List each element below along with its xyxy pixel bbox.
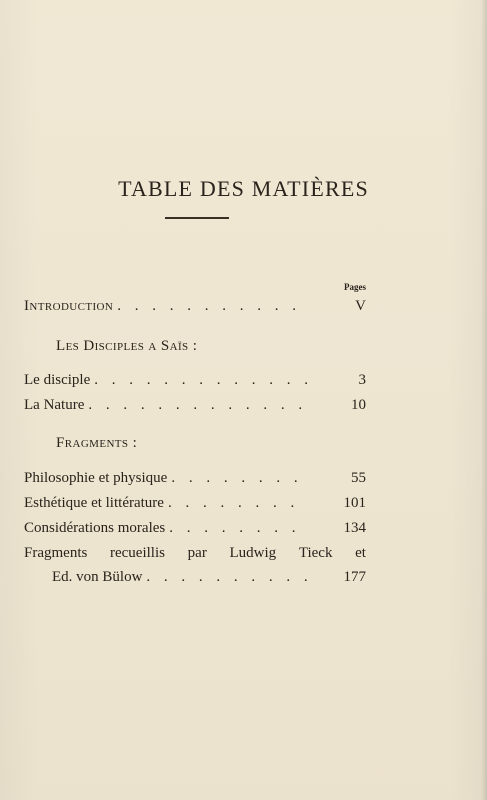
toc-entry-considerations[interactable] [24,518,366,538]
toc-entry-word: et [355,545,366,561]
toc-entry-esthetique[interactable] [24,493,366,513]
toc-page-number: 10 [351,397,366,413]
toc-page-number: 55 [351,470,366,486]
toc-page-number: 177 [343,569,366,585]
title-divider [165,217,229,219]
toc-entry-word: Tieck [298,545,333,561]
toc-entry-word: recueillis [110,545,165,561]
toc-entry-word: Ludwig [229,545,277,561]
toc-entry-la-nature[interactable] [24,395,366,415]
toc-entry-fragments-recueillis-line2[interactable] [24,567,366,587]
toc-entry-label: Le disciple [24,372,91,388]
toc-entry-label: Esthétique et littérature [24,495,164,511]
toc-entry-philosophie[interactable] [24,468,366,488]
page-edge-shadow [481,0,487,800]
page-title: TABLE DES MATIÈRES [118,176,369,201]
toc-entry-label: La Nature [24,397,85,413]
toc-leader-dots: . . . . . . . . . . . [117,298,301,314]
toc-entry-word: par [187,545,207,561]
toc-entry-label: Considérations morales [24,520,166,536]
toc-entry-label: Introduction [24,298,114,314]
toc-leader-dots: . . . . . . . . [171,470,303,486]
toc-leader-dots: . . . . . . . . . . . . . [94,372,313,388]
toc-leader-dots: . . . . . . . . [169,520,301,536]
toc-entry-label: Ed. von Bülow [52,569,143,585]
toc-entry-le-disciple[interactable] [24,370,366,390]
toc-page-number: 3 [358,372,366,388]
toc-page-number: 134 [343,520,366,536]
toc-leader-dots: . . . . . . . . [167,495,300,511]
toc-section-heading: Fragments : [56,435,138,451]
toc-leader-dots: . . . . . . . . . . . . . [88,397,308,413]
pages-column-label: Pages [344,282,366,292]
toc-leader-dots: . . . . . . . . . . [146,569,313,585]
toc-page-number: 101 [343,495,366,511]
toc-page-number: V [355,298,366,314]
toc-section-heading: Les Disciples a Saïs : [56,338,198,354]
toc-entry-introduction[interactable] [24,296,366,316]
toc-entry-word: Fragments [24,545,88,561]
toc-entry-fragments-recueillis-line1[interactable] [24,543,366,563]
toc-entry-label: Philosophie et physique [24,470,168,486]
